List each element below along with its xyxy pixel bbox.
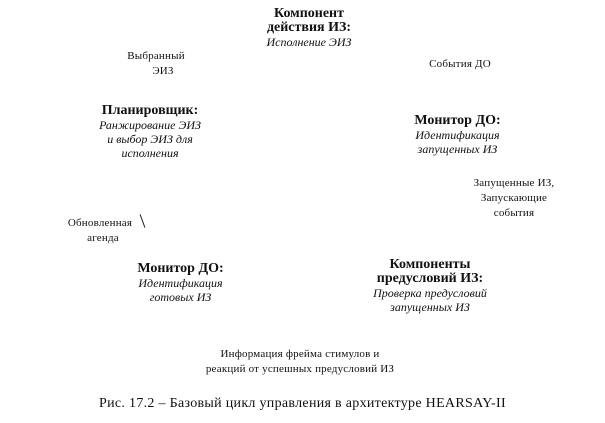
edge-label-frame-line2: реакций от успешных предусловий ИЗ xyxy=(205,363,395,375)
node-planner-desc-3: исполнения xyxy=(121,146,179,160)
node-preconditions-title-1: Компоненты xyxy=(389,257,471,272)
node-monitor-ready xyxy=(103,262,258,304)
node-preconditions-desc-1: Проверка предусловий xyxy=(373,286,487,300)
edge-label-events-line1: События ДО xyxy=(429,58,491,70)
node-monitor-ready-desc-2: готовых ИЗ xyxy=(149,290,212,304)
node-monitor-ready-title: Монитор ДО: xyxy=(137,261,224,276)
node-monitor-launched-desc-2: запущенных ИЗ xyxy=(417,142,498,156)
edge-label-agenda xyxy=(58,216,142,246)
node-action-title-2: действия ИЗ: xyxy=(266,20,352,35)
node-monitor-ready-desc-1: Идентификация xyxy=(138,276,223,290)
edge-label-selected-eiz xyxy=(112,49,200,79)
edge-label-agenda-line2: агенда xyxy=(87,232,119,244)
node-planner xyxy=(70,104,230,160)
node-monitor-launched-title: Монитор ДО: xyxy=(414,113,501,128)
node-planner-desc-1: Ранжирование ЭИЗ xyxy=(99,118,201,132)
edge-label-events xyxy=(415,57,505,72)
edge-label-selected-line1: Выбранный xyxy=(127,50,185,62)
node-monitor-launched xyxy=(380,114,535,156)
edge-label-frame-info xyxy=(170,347,430,377)
edge-label-agenda-line1: Обновленная xyxy=(67,217,133,229)
node-action-component xyxy=(229,7,389,49)
node-preconditions xyxy=(335,258,525,314)
node-planner-title: Планировщик: xyxy=(101,103,199,118)
edge-label-frame-line1: Информация фрейма стимулов и xyxy=(220,348,380,360)
node-monitor-launched-desc-1: Идентификация xyxy=(415,128,500,142)
edge-label-launched-line2: Запускающие xyxy=(480,192,548,204)
node-action-desc: Исполнение ЭИЗ xyxy=(266,35,352,49)
node-preconditions-desc-2: запущенных ИЗ xyxy=(390,300,470,314)
node-preconditions-title-2: предусловий ИЗ: xyxy=(376,271,484,286)
figure-caption: Рис. 17.2 – Базовый цикл управления в архитектуре HEARSAY-II xyxy=(99,396,506,411)
edge-label-selected-line2: ЭИЗ xyxy=(152,65,174,77)
node-action-title-1: Компонент xyxy=(273,6,344,21)
edge-label-launched xyxy=(462,176,566,221)
node-planner-desc-2: и выбор ЭИЗ для xyxy=(107,132,193,146)
edge-label-launched-line1: Запущенные ИЗ, xyxy=(473,177,555,189)
edge-label-launched-line3: события xyxy=(493,207,535,219)
